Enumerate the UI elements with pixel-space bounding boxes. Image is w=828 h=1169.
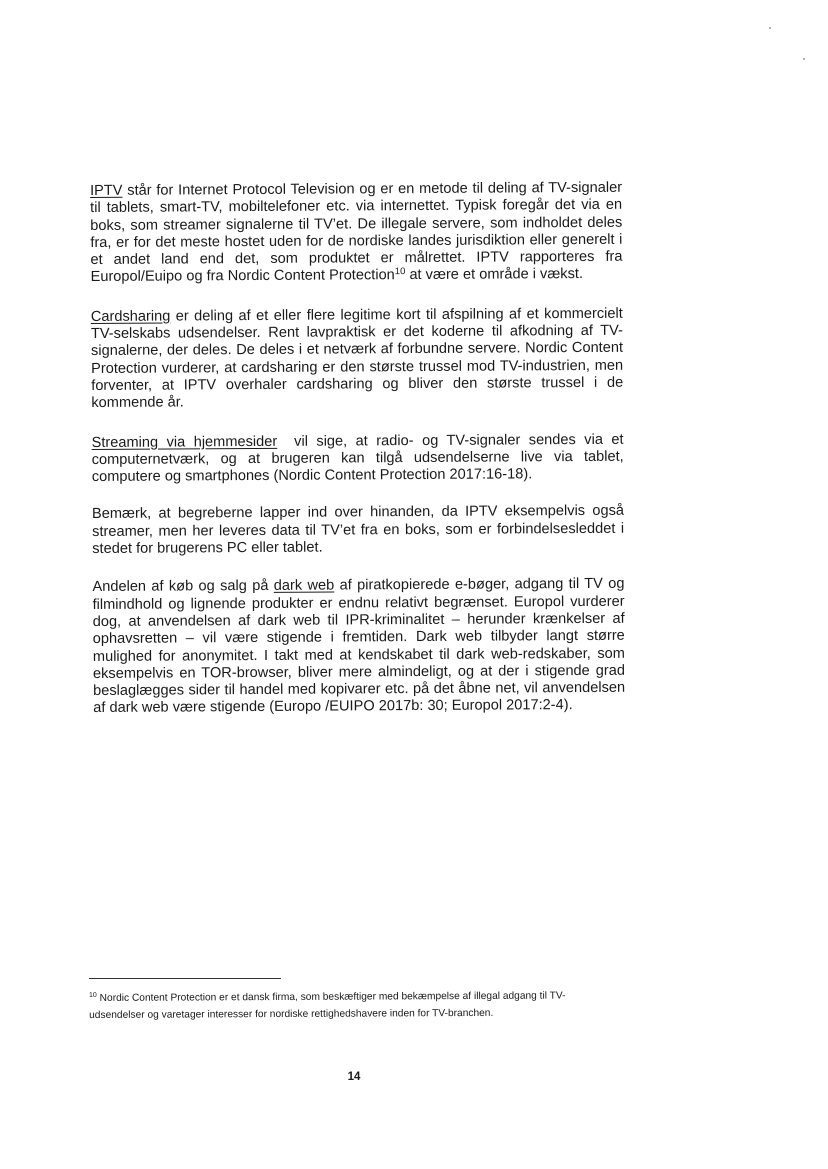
- term-streaming: Streaming via hjemmesider: [91, 433, 278, 451]
- paragraph-iptv: [90, 180, 623, 287]
- scan-speck: [803, 58, 805, 60]
- paragraph-text-before: Andelen af køb og salg på: [92, 578, 274, 596]
- paragraph-text: Bemærk, at begreberne lapper ind over hinanden, da IPTV eksempelvis også streamer, men her leveres data til TV’et fra en boks, som er forbindelsesleddet i stedet for brugerens PC eller tablet.: [91, 503, 625, 558]
- paragraph-text-after: at være et område i vækst.: [405, 266, 584, 284]
- footnote-reference: 10: [394, 266, 406, 278]
- term-dark-web: dark web: [273, 577, 335, 595]
- paragraph-dark-web: [92, 576, 625, 718]
- scan-speck: [769, 27, 771, 29]
- paragraph-text: vil sige, at radio- og TV-signaler sendes via et computernetværk, og at brugeren kan tilgå udsendelserne live via tablet, computere og smartphones (Nordic Content Protection 2017:16-18).: [91, 431, 628, 486]
- footnote-text: Nordic Content Protection er et dansk firma, som beskæftiger med bekæmpelse af illegal adgang til TV-udsendelser og varetager interesser for nordiske rettighedshavere inden for TV-branchen.: [89, 990, 566, 1021]
- footnote: [89, 987, 609, 1024]
- term-iptv: IPTV: [90, 182, 123, 199]
- term-cardsharing: Cardsharing: [90, 308, 171, 325]
- footnote-number: 10: [89, 991, 97, 999]
- paragraph-text: står for Internet Protocol Television og er en metode til deling af TV-signaler til tablets, smart-TV, mobiltelefoner etc. via internettet. Typisk foregår det via en boks, som streamer signalerne til TV’et. De illegale servere, som indholdet deles fra, er for det meste hostet uden for de nordiske landes jurisdiktion eller generelt i et andet land end det, som produktet er målrettet. IPTV rapporteres fra Europol/Euipo og fra Nordic Content Protection: [90, 179, 623, 286]
- footnote-separator: [89, 978, 281, 979]
- paragraph-cardsharing: [91, 306, 624, 413]
- page-number: 14: [347, 1071, 361, 1083]
- paragraph-streaming: [91, 431, 628, 486]
- paragraph-text: er deling af et eller flere legitime kort til afspilning af et kommercielt TV-selskabs udsendelser. Rent lavpraktisk er det koderne til afkodning af TV-signalerne, der deles. De deles i et netværk af forbundne servere. Nordic Content Protection vurderer, at cardsharing er den største trussel mod TV-industrien, men forventer, at IPTV overhaler cardsharing og bliver den største trussel i de kommende år.: [90, 305, 624, 412]
- paragraph-note: [92, 503, 624, 558]
- paragraph-text: af piratkopierede e-bøger, adgang til TV og filmindhold og lignende produkter er endnu relativt begrænset. Europol vurderer dog, at anvendelsen af dark web til IPR-kriminalitet – herunder krænkelser af ophavsretten – vil være stigende i fremtiden. Dark web tilbyder langt større mulighed for anonymitet. I takt med at kendskabet til dark web-redskaber, som eksempelvis en TOR-browser, bliver mere almindeligt, og at der i stigende grad beslaglægges sider til handel med kopivarer etc. på det åbne net, vil anvendelsen af dark web være stigende (Europo /EUIPO 2017b: 30; Europol 2017:2-4).: [92, 576, 626, 717]
- body-text: [90, 179, 628, 740]
